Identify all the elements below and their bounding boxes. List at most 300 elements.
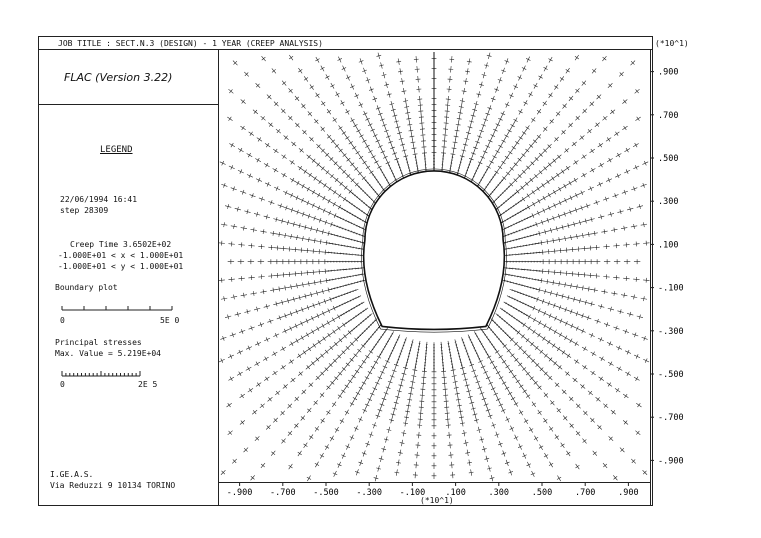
stress-cross xyxy=(584,204,590,209)
date-time: 22/06/1994 16:41 xyxy=(60,195,138,204)
stress-cross xyxy=(316,162,321,166)
stress-cross xyxy=(453,139,458,145)
stress-cross xyxy=(501,138,505,144)
stress-cross xyxy=(531,117,535,122)
stress-cross xyxy=(368,122,372,128)
stress-cross xyxy=(508,391,512,397)
stress-cross xyxy=(241,226,247,231)
stress-cross xyxy=(280,259,286,264)
stress-cross xyxy=(268,259,274,264)
stress-cross xyxy=(469,362,474,368)
stress-cross xyxy=(343,334,348,338)
stress-cross xyxy=(292,271,298,276)
stress-cross xyxy=(557,365,562,369)
stress-cross xyxy=(338,165,343,170)
stress-cross xyxy=(258,274,264,279)
stress-cross xyxy=(307,408,311,413)
stress-cross xyxy=(268,274,274,279)
stress-cross xyxy=(327,211,333,215)
stress-cross xyxy=(298,248,304,253)
stress-cross xyxy=(523,100,527,106)
stress-cross xyxy=(321,418,325,423)
stress-cross xyxy=(617,367,623,371)
stress-cross xyxy=(390,145,395,151)
stress-cross xyxy=(300,212,306,217)
stress-cross xyxy=(333,471,337,477)
stress-cross xyxy=(614,132,619,136)
stress-cross xyxy=(463,142,468,148)
stress-cross xyxy=(565,372,570,376)
stress-cross xyxy=(353,396,357,402)
x-tick-label: .700 xyxy=(574,488,596,498)
stress-cross xyxy=(432,405,437,411)
stress-cross xyxy=(545,218,551,223)
stress-cross xyxy=(412,145,417,151)
stress-cross xyxy=(345,109,349,115)
stress-cross xyxy=(470,400,475,406)
stress-cross xyxy=(539,153,544,158)
stress-cross xyxy=(576,404,581,409)
stress-cross xyxy=(373,96,378,102)
stress-cross xyxy=(462,371,467,377)
stress-cross xyxy=(329,157,334,162)
stress-cross xyxy=(383,364,387,370)
stress-cross xyxy=(466,130,471,136)
stress-cross xyxy=(238,148,244,152)
stress-cross xyxy=(258,322,264,327)
stress-cross xyxy=(316,259,322,264)
stress-cross xyxy=(613,243,619,248)
stress-cross xyxy=(280,347,286,351)
stress-cross xyxy=(568,283,574,288)
stress-cross xyxy=(255,158,261,162)
stress-cross xyxy=(483,369,487,375)
stress-cross xyxy=(317,340,322,344)
stress-cross xyxy=(567,181,573,185)
stress-cross xyxy=(590,102,595,107)
stress-cross xyxy=(515,189,520,193)
stress-cross xyxy=(443,132,448,138)
stress-cross xyxy=(365,354,369,359)
stress-cross xyxy=(573,378,578,382)
stress-cross xyxy=(541,208,547,212)
stress-cross xyxy=(273,217,279,222)
stress-cross xyxy=(414,56,419,62)
stress-cross xyxy=(352,145,356,150)
stress-cross xyxy=(362,138,366,144)
stress-cross xyxy=(366,77,371,83)
stress-cross xyxy=(634,259,640,264)
stress-cross xyxy=(516,379,520,384)
stress-cross xyxy=(337,462,341,468)
stress-cross xyxy=(641,183,647,188)
stress-cross xyxy=(543,418,547,423)
stress-cross xyxy=(299,321,305,325)
stress-cross xyxy=(254,212,260,217)
stress-cross xyxy=(371,365,375,371)
stress-cross xyxy=(301,104,305,109)
stress-cross xyxy=(365,375,369,381)
stress-cross xyxy=(450,472,455,478)
boundary-scale-max: 5E 0 xyxy=(160,316,180,325)
stress-cross xyxy=(473,145,478,151)
stress-cross xyxy=(529,143,533,148)
stress-cross xyxy=(295,96,299,101)
stress-cross xyxy=(465,136,470,142)
stress-cross xyxy=(474,373,479,379)
stress-cross xyxy=(550,216,556,221)
stress-cross xyxy=(231,295,237,300)
stress-cross xyxy=(534,222,540,227)
stress-cross xyxy=(322,259,328,264)
stress-cross xyxy=(474,101,479,107)
stress-cross xyxy=(530,161,535,166)
stress-cross xyxy=(540,250,546,255)
stress-cross xyxy=(452,145,457,151)
stress-cross xyxy=(551,270,557,275)
stress-cross xyxy=(342,367,346,372)
stress-cross xyxy=(544,279,550,284)
stress-cross xyxy=(321,196,327,200)
stress-cross xyxy=(442,138,447,144)
stress-cross xyxy=(264,163,270,167)
stress-cross xyxy=(447,86,452,92)
stress-cross xyxy=(248,388,253,392)
stress-cross xyxy=(228,377,234,381)
stress-cross xyxy=(289,208,295,213)
stress-cross xyxy=(389,101,394,107)
stress-cross xyxy=(518,362,522,367)
stress-cross xyxy=(566,451,570,456)
stress-cross xyxy=(569,271,575,276)
stress-cross xyxy=(325,321,331,325)
stress-cross xyxy=(493,365,497,371)
stress-cross xyxy=(442,380,447,386)
stress-cross xyxy=(299,336,305,340)
stress-cross xyxy=(244,448,249,453)
stress-cross xyxy=(623,329,629,334)
stress-cross xyxy=(509,369,513,374)
stress-cross xyxy=(538,278,544,283)
stress-cross xyxy=(591,352,597,356)
stress-cross xyxy=(538,74,542,80)
stress-cross xyxy=(580,329,586,333)
stress-cross xyxy=(484,402,489,408)
stress-cross xyxy=(316,206,322,210)
stress-cross xyxy=(244,209,250,214)
stress-cross xyxy=(522,130,526,135)
stress-cross xyxy=(641,222,647,227)
stress-cross xyxy=(374,475,379,481)
stress-cross xyxy=(631,61,636,66)
stress-cross xyxy=(411,139,416,145)
stress-cross xyxy=(498,116,502,122)
stress-cross xyxy=(422,144,427,150)
stress-cross xyxy=(333,358,338,363)
stress-cross xyxy=(321,208,327,212)
stress-cross xyxy=(316,193,322,197)
stress-cross xyxy=(631,187,637,192)
stress-cross xyxy=(496,122,500,128)
stress-cross xyxy=(590,371,595,375)
stress-cross xyxy=(469,118,474,124)
stress-cross xyxy=(602,56,606,61)
stress-cross xyxy=(631,295,637,300)
stress-cross xyxy=(228,242,234,247)
stress-cross xyxy=(504,133,508,139)
stress-cross xyxy=(340,100,344,106)
y-tick-label: .100 xyxy=(658,240,679,251)
stress-cross xyxy=(350,342,355,347)
stress-cross xyxy=(271,451,275,456)
stress-cross xyxy=(562,282,568,287)
stress-cross xyxy=(286,247,292,252)
stress-cross xyxy=(582,81,586,86)
stress-cross xyxy=(291,378,296,382)
stress-cross xyxy=(413,472,418,478)
stress-cross xyxy=(598,304,604,309)
stress-cross xyxy=(369,170,373,175)
stress-cross xyxy=(362,176,366,181)
stress-cross xyxy=(281,109,286,114)
stress-cross xyxy=(281,173,287,177)
stress-cross xyxy=(538,410,542,415)
stress-cross xyxy=(588,302,594,307)
stress-cross xyxy=(593,245,599,250)
stress-cross xyxy=(495,149,499,155)
stress-cross xyxy=(328,363,333,368)
stress-cross xyxy=(547,314,553,318)
stress-cross xyxy=(495,170,499,175)
stress-cross xyxy=(335,143,339,148)
stress-cross xyxy=(574,360,579,364)
stress-cross xyxy=(362,450,367,456)
stress-cross xyxy=(387,91,392,97)
stress-cross xyxy=(232,459,237,464)
stress-cross xyxy=(502,176,506,181)
stress-cross xyxy=(531,202,537,206)
stress-cross xyxy=(314,291,320,296)
stress-cross xyxy=(615,388,620,392)
stress-cross xyxy=(330,380,334,385)
stress-cross xyxy=(370,391,374,397)
stress-cross xyxy=(611,228,617,233)
stress-cross xyxy=(534,380,538,385)
y-tick-label: .700 xyxy=(658,110,679,121)
stress-cross xyxy=(607,158,613,162)
stress-cross xyxy=(274,246,280,251)
x-tick-label: .300 xyxy=(488,488,510,498)
stress-cross xyxy=(329,346,334,350)
x-tick-label: .900 xyxy=(618,488,639,498)
stress-cross xyxy=(417,86,422,92)
stress-cross xyxy=(547,162,552,166)
stress-cross xyxy=(591,288,597,293)
stress-cross xyxy=(302,225,308,230)
stress-cross xyxy=(623,394,628,398)
stress-cross xyxy=(385,359,389,365)
stress-cross xyxy=(258,259,264,264)
stress-cross xyxy=(359,102,363,108)
stress-cross xyxy=(332,190,337,194)
stress-cross xyxy=(402,147,407,153)
stress-cross xyxy=(612,193,618,198)
stress-cross xyxy=(522,323,527,327)
stress-cross xyxy=(558,319,564,323)
stress-cross xyxy=(622,126,627,130)
stress-cross xyxy=(400,142,405,148)
stress-cross xyxy=(306,237,312,242)
stress-cross xyxy=(266,425,271,430)
stress-cross xyxy=(548,291,554,296)
stress-cross xyxy=(362,359,366,364)
stress-cross xyxy=(421,138,426,144)
stress-cross xyxy=(590,149,595,153)
stress-cross xyxy=(369,87,374,93)
stress-cross xyxy=(563,198,569,202)
stress-cross xyxy=(506,364,510,369)
stress-cross xyxy=(499,354,503,359)
stress-cross xyxy=(622,190,628,195)
stress-cross xyxy=(396,460,401,466)
stress-cross xyxy=(601,289,607,294)
stress-cross xyxy=(314,400,318,405)
stress-cross xyxy=(284,135,289,139)
stress-cross xyxy=(432,375,437,381)
stress-cross xyxy=(552,190,558,194)
stress-cross xyxy=(545,249,551,254)
stress-cross xyxy=(264,215,270,220)
stress-cross xyxy=(580,286,586,291)
stress-cross xyxy=(225,315,231,320)
stress-cross xyxy=(625,350,631,354)
stress-cross xyxy=(315,357,320,361)
stress-cross xyxy=(587,246,593,251)
stress-cross xyxy=(362,68,367,74)
stress-cross xyxy=(384,82,389,88)
stress-cross xyxy=(633,242,639,247)
stress-cross xyxy=(474,417,479,423)
stress-cross xyxy=(540,259,546,264)
stress-cross xyxy=(386,385,391,391)
stress-cross xyxy=(326,410,330,415)
stress-cross xyxy=(458,408,463,414)
stress-cross xyxy=(460,420,465,426)
stress-cross xyxy=(642,161,648,165)
stress-cross xyxy=(327,134,331,139)
stress-cross xyxy=(598,215,604,220)
stress-cross xyxy=(499,375,503,381)
stress-cross xyxy=(341,389,345,394)
stress-cross xyxy=(415,452,420,458)
stress-cross xyxy=(414,462,419,468)
stress-cross xyxy=(312,280,318,285)
stress-cross xyxy=(405,110,410,116)
stress-cross xyxy=(404,104,409,110)
stress-cross xyxy=(543,354,548,358)
stress-cross xyxy=(487,465,492,471)
stress-cross xyxy=(350,357,354,362)
stress-cross xyxy=(379,62,384,68)
stress-cross xyxy=(564,148,569,152)
stress-cross xyxy=(395,394,400,400)
stress-cross xyxy=(537,134,541,139)
stress-cross xyxy=(476,379,481,385)
stress-cross xyxy=(585,316,591,321)
stress-cross xyxy=(495,349,499,354)
stress-cross xyxy=(397,130,402,136)
stress-cross xyxy=(538,170,543,174)
company-name: I.GE.A.S. xyxy=(50,470,94,479)
stress-cross xyxy=(261,116,266,120)
stress-cross xyxy=(554,84,558,89)
stress-cross xyxy=(288,234,294,239)
stress-cross xyxy=(581,173,587,177)
stress-cross xyxy=(228,89,233,93)
stress-cross xyxy=(518,157,522,162)
stress-cross xyxy=(420,392,425,398)
stress-scale-min: 0 xyxy=(60,380,65,389)
stress-cross xyxy=(260,229,266,234)
stress-cross xyxy=(295,181,301,185)
stress-cross xyxy=(281,155,286,159)
stress-cross xyxy=(582,109,587,114)
stress-cross xyxy=(486,164,490,170)
stress-cross xyxy=(283,384,288,388)
stress-cross xyxy=(465,382,470,388)
stress-cross xyxy=(556,111,560,116)
stress-cross xyxy=(404,414,409,420)
stress-cross xyxy=(550,176,555,180)
stress-cross xyxy=(320,354,325,358)
stress-cross xyxy=(378,111,383,117)
x-tick-label: -.700 xyxy=(270,488,296,498)
stress-cross xyxy=(241,293,247,298)
stress-cross xyxy=(333,161,338,166)
stress-cross xyxy=(541,196,547,200)
stress-cross xyxy=(309,434,313,439)
stress-cross xyxy=(566,354,571,358)
stress-cross xyxy=(505,385,509,391)
stress-cross xyxy=(567,210,573,215)
stress-cross xyxy=(526,326,531,330)
stress-cross xyxy=(536,231,542,236)
stress-cross xyxy=(368,397,372,403)
stress-cross xyxy=(410,133,415,139)
stress-cross xyxy=(228,277,234,282)
stress-cross xyxy=(289,342,295,346)
stress-cross xyxy=(316,249,322,254)
stress-cross xyxy=(506,171,510,176)
stress-cross xyxy=(555,383,560,388)
stress-cross xyxy=(568,235,574,240)
stress-cross xyxy=(576,259,582,264)
stress-cross xyxy=(556,237,562,242)
stress-cross xyxy=(260,289,266,294)
stress-cross xyxy=(509,182,514,187)
stress-cross xyxy=(244,72,249,77)
stress-cross xyxy=(454,385,459,391)
stress-cross xyxy=(498,144,502,150)
x-tick-label: -.300 xyxy=(356,488,382,498)
stress-cross xyxy=(240,190,246,195)
stress-cross xyxy=(361,344,365,349)
stress-cross xyxy=(522,453,526,459)
stress-cross xyxy=(316,144,321,149)
stress-cross xyxy=(397,388,402,394)
stress-cross xyxy=(634,377,640,381)
stress-cross xyxy=(384,128,389,134)
